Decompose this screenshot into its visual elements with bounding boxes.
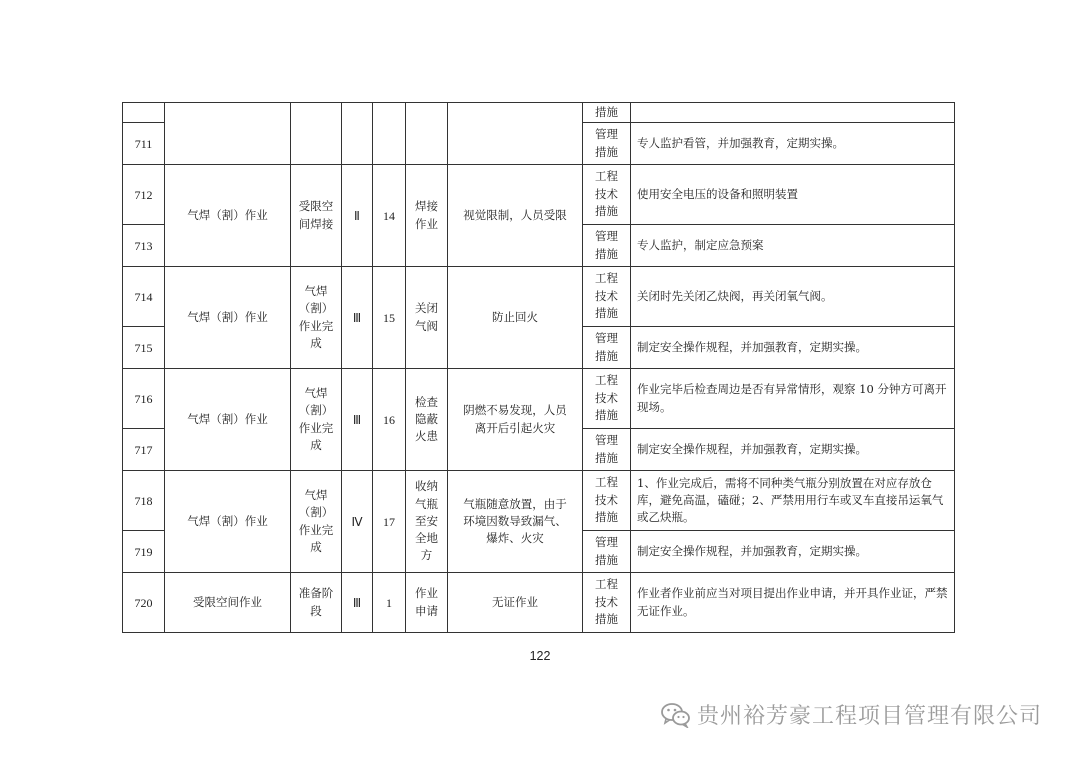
measure-type-label: 管理 措施 [595, 126, 618, 159]
step-seq: 14 [373, 165, 406, 267]
measure-type: 管理 措施 [583, 429, 631, 471]
risk-level [342, 103, 373, 165]
step-seq: 15 [373, 267, 406, 369]
row-number: 715 [123, 327, 165, 369]
step-seq [373, 103, 406, 165]
hazard: 防止回火 [448, 267, 583, 369]
measure-text: 关闭时先关闭乙炔阀，再关闭氧气阀。 [631, 267, 955, 327]
work-step: 检查 隐蔽 火患 [406, 369, 448, 471]
measure-type: 管理 措施 [583, 327, 631, 369]
wechat-icon [661, 702, 691, 728]
row-number: 714 [123, 267, 165, 327]
row-number: 711 [123, 123, 165, 165]
step-seq: 17 [373, 471, 406, 573]
table-row [123, 165, 955, 225]
step-seq: 1 [373, 573, 406, 633]
hazard: 无证作业 [448, 573, 583, 633]
work-type: 气焊 （割） 作业完 成 [291, 267, 342, 369]
safety-measures-table [122, 102, 955, 633]
hazard: 视觉限制，人员受限 [448, 165, 583, 267]
risk-level: Ⅲ [342, 369, 373, 471]
row-number [123, 103, 165, 123]
measure-text: 制定安全操作规程，并加强教育，定期实操。 [631, 531, 955, 573]
measure-text: 作业者作业前应当对项目提出作业申请，并开具作业证，严禁无证作业。 [631, 573, 955, 633]
work-step: 作业 申请 [406, 573, 448, 633]
row-number: 713 [123, 225, 165, 267]
measure-text: 作业完毕后检查周边是否有异常情形，观察 10 分钟方可离开现场。 [631, 369, 955, 429]
work-content: 受限空间作业 [165, 573, 291, 633]
work-type: 气焊 （割） 作业完 成 [291, 471, 342, 573]
measure-type: 措施 [583, 103, 631, 123]
step-seq: 16 [373, 369, 406, 471]
measure-text: 专人监护看管，并加强教育，定期实操。 [631, 123, 955, 165]
table-row [123, 369, 955, 429]
hazard [448, 103, 583, 165]
measure-text: 制定安全操作规程，并加强教育，定期实操。 [631, 429, 955, 471]
measure-text: 制定安全操作规程，并加强教育，定期实操。 [631, 327, 955, 369]
work-content: 气焊（割）作业 [165, 165, 291, 267]
work-content [165, 103, 291, 165]
risk-level: Ⅱ [342, 165, 373, 267]
measure-text [631, 103, 955, 123]
table-row [123, 267, 955, 327]
work-content: 气焊（割）作业 [165, 369, 291, 471]
hazard: 阴燃不易发现，人员 离开后引起火灾 [448, 369, 583, 471]
measure-type: 管理 措施 [583, 531, 631, 573]
work-content: 气焊（割）作业 [165, 471, 291, 573]
table-row [123, 103, 955, 123]
row-number: 717 [123, 429, 165, 471]
work-type: 准备阶 段 [291, 573, 342, 633]
watermark-text: 贵州裕芳豪工程项目管理有限公司 [696, 704, 1042, 729]
work-type: 气焊 （割） 作业完 成 [291, 369, 342, 471]
measure-type [583, 123, 631, 165]
measure-type: 工程 技术 措施 [583, 369, 631, 429]
measure-text: 使用安全电压的设备和照明装置 [631, 165, 955, 225]
hazard: 气瓶随意放置，由于 环境因数导致漏气、 爆炸、火灾 [448, 471, 583, 573]
row-number: 718 [123, 471, 165, 531]
row-number: 719 [123, 531, 165, 573]
risk-level: Ⅲ [342, 267, 373, 369]
watermark [661, 699, 1042, 730]
work-type: 受限空 间焊接 [291, 165, 342, 267]
table-row [123, 471, 955, 531]
table-row [123, 573, 955, 633]
risk-level: Ⅲ [342, 573, 373, 633]
measure-text: 1、作业完成后，需将不同种类气瓶分别放置在对应存放仓库，避免高温，磕碰；2、严禁用用行车或叉车直接吊运氧气或乙炔瓶。 [631, 471, 955, 531]
page-number: 122 [529, 649, 551, 663]
work-step [406, 103, 448, 165]
measure-type: 工程 技术 措施 [583, 471, 631, 531]
measure-type: 工程 技术 措施 [583, 165, 631, 225]
risk-level: Ⅳ [342, 471, 373, 573]
measure-type: 管理 措施 [583, 225, 631, 267]
work-content: 气焊（割）作业 [165, 267, 291, 369]
work-step: 收纳 气瓶 至安 全地 方 [406, 471, 448, 573]
measure-text: 专人监护，制定应急预案 [631, 225, 955, 267]
work-step: 关闭 气阀 [406, 267, 448, 369]
measure-type: 工程 技术 措施 [583, 267, 631, 327]
row-number: 716 [123, 369, 165, 429]
work-step: 焊接 作业 [406, 165, 448, 267]
work-type [291, 103, 342, 165]
row-number: 712 [123, 165, 165, 225]
row-number: 720 [123, 573, 165, 633]
measure-type: 工程 技术 措施 [583, 573, 631, 633]
